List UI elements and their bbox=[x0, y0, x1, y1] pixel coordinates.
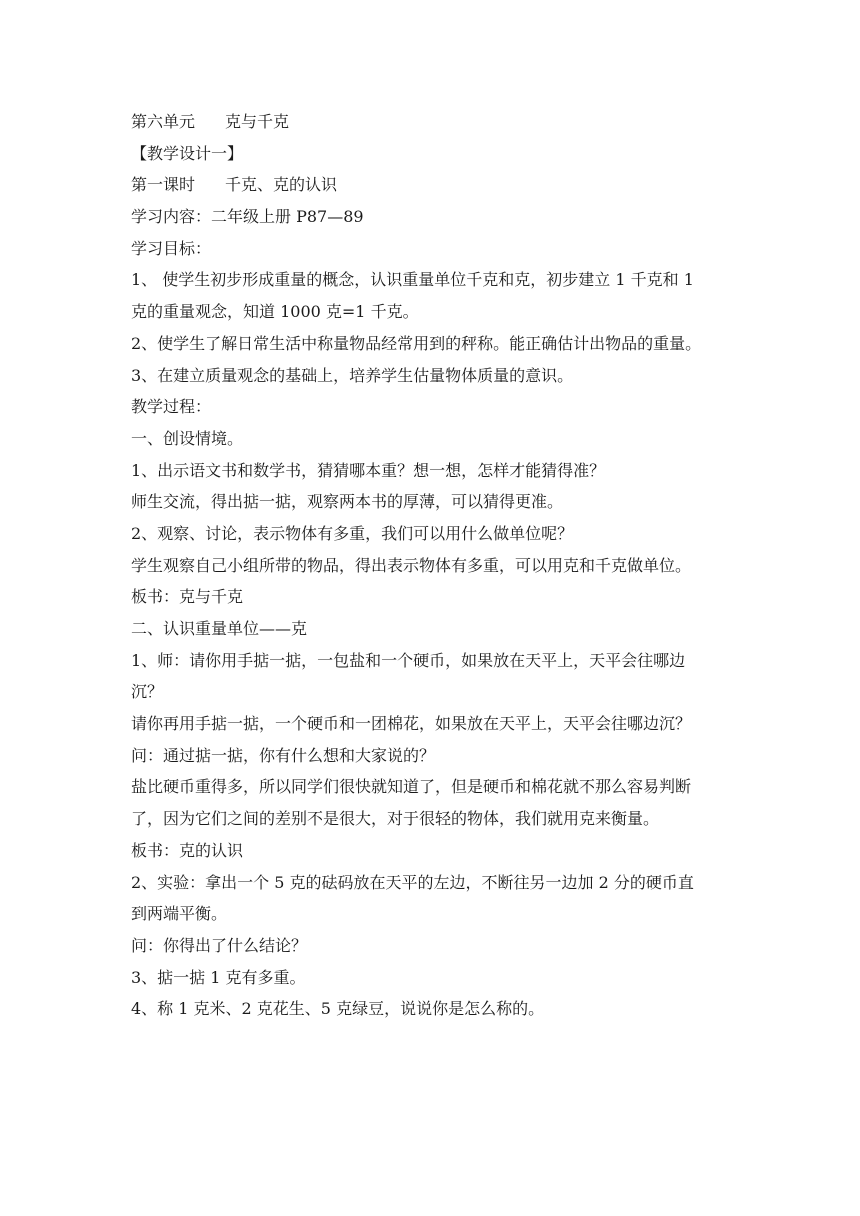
section-2-item-1-line-2: 沉？ bbox=[131, 682, 164, 702]
objective-1-line-2: 克的重量观念，知道 1000 克=1 千克。 bbox=[131, 302, 419, 322]
section-1-item-2: 2、观察、讨论，表示物体有多重，我们可以用什么做单位呢？ bbox=[131, 523, 574, 543]
section-2-item-1-line-1: 1、师：请你用手掂一掂，一包盐和一个硬币，如果放在天平上，天平会往哪边 bbox=[131, 650, 686, 670]
section-2-item-1-answer-line-2: 了，因为它们之间的差别不是很大，对于很轻的物体，我们就用克来衡量。 bbox=[131, 809, 660, 829]
objective-3: 3、在建立质量观念的基础上，培养学生估量物体质量的意识。 bbox=[131, 365, 574, 385]
section-1-heading: 一、创设情境。 bbox=[131, 428, 244, 448]
section-2-item-1-question-3: 问：通过掂一掂，你有什么想和大家说的？ bbox=[131, 745, 436, 765]
objective-1-line-1: 1、 使学生初步形成重量的概念，认识重量单位千克和克，初步建立 1 千克和 1 bbox=[131, 270, 694, 290]
lesson-topic: 千克、克的认识 bbox=[225, 175, 338, 195]
section-2-heading: 二、认识重量单位——克 bbox=[131, 619, 308, 638]
process-label: 教学过程： bbox=[131, 397, 212, 417]
design-heading: 【教学设计一】 bbox=[131, 143, 244, 163]
section-2-item-2-question: 问：你得出了什么结论？ bbox=[131, 935, 308, 955]
board-note-1: 板书：克与千克 bbox=[131, 587, 244, 607]
lesson-number: 第一课时 bbox=[131, 175, 196, 195]
section-1-item-1-note: 师生交流，得出掂一掂，观察两本书的厚薄，可以猜得更准。 bbox=[131, 492, 564, 512]
section-2-item-3: 3、掂一掂 1 克有多重。 bbox=[131, 967, 306, 987]
objectives-label: 学习目标： bbox=[131, 238, 212, 258]
section-2-item-1-question-2: 请你再用手掂一掂，一个硬币和一团棉花，如果放在天平上，天平会往哪边沉？ bbox=[131, 714, 692, 734]
unit-topic: 克与千克 bbox=[225, 112, 290, 131]
learning-content: 学习内容：二年级上册 P87—89 bbox=[131, 207, 364, 227]
section-2-item-2-line-1: 2、实验：拿出一个 5 克的砝码放在天平的左边，不断往另一边加 2 分的硬币直 bbox=[131, 872, 694, 892]
section-2-item-2-line-2: 到两端平衡。 bbox=[131, 904, 228, 924]
lesson-title bbox=[131, 169, 734, 201]
section-1-item-1: 1、出示语文书和数学书，猜猜哪本重？想一想，怎样才能猜得准？ bbox=[131, 460, 606, 480]
objective-2: 2、使学生了解日常生活中称量物品经常用到的秤称。能正确估计出物品的重量。 bbox=[131, 333, 702, 353]
unit-number: 第六单元 bbox=[131, 112, 196, 131]
board-note-2: 板书：克的认识 bbox=[131, 840, 244, 860]
section-1-item-2-note: 学生观察自己小组所带的物品，得出表示物体有多重，可以用克和千克做单位。 bbox=[131, 555, 692, 575]
unit-title bbox=[131, 106, 734, 138]
section-2-item-1-answer-line-1: 盐比硬币重得多，所以同学们很快就知道了，但是硬币和棉花就不那么容易判断 bbox=[131, 777, 692, 797]
section-2-item-4: 4、称 1 克米、2 克花生、5 克绿豆，说说你是怎么称的。 bbox=[131, 999, 545, 1019]
